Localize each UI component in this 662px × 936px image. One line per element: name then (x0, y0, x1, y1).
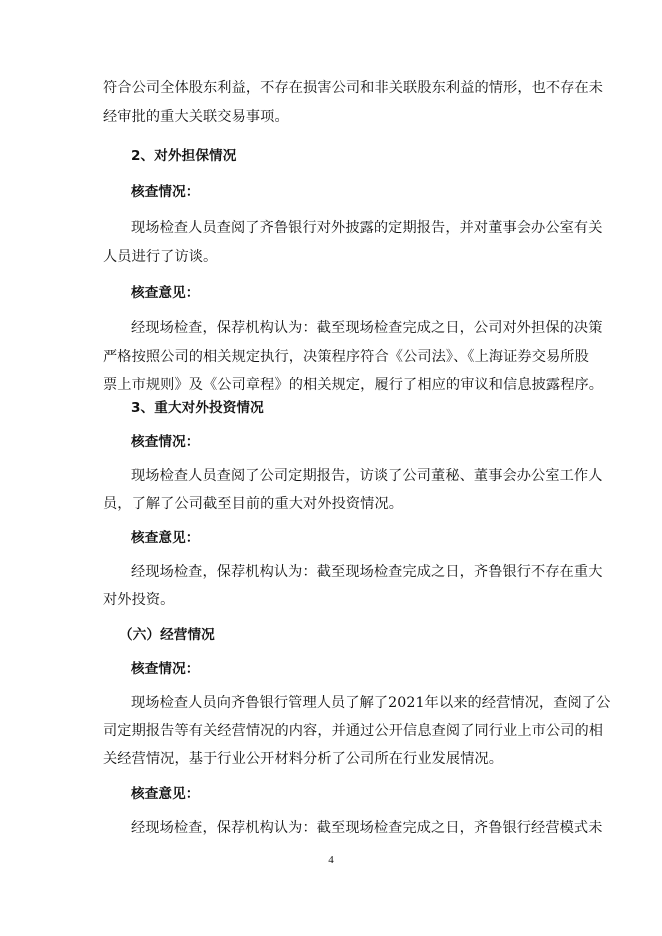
paragraph-line: 人员进行了访谈。 (103, 249, 218, 265)
paragraph-line: 严格按照公司的相关规定执行，决策程序符合《公司法》、《上海证券交易所股 (103, 349, 589, 365)
paragraph-line: 司定期报告等有关经营情况的内容，并通过公开信息查阅了同行业上市公司的相 (103, 723, 604, 739)
section-heading-external-guarantee: 2、对外担保情况 (131, 148, 237, 164)
subheading-check-status: 核查情况： (131, 184, 200, 200)
paragraph-line: 经现场检查，保荐机构认为：截至现场检查完成之日，公司对外担保的决策 (131, 320, 603, 336)
paragraph-line: 员，了解了公司截至目前的重大对外投资情况。 (103, 496, 404, 512)
subheading-check-status: 核查情况： (131, 434, 200, 450)
paragraph-line: 关经营情况，基于行业公开材料分析了公司所在行业发展情况。 (103, 751, 504, 767)
subheading-check-opinion: 核查意见： (131, 786, 200, 802)
section-heading-operations: （六）经营情况 (119, 627, 215, 643)
paragraph-line: 现场检查人员查阅了公司定期报告，访谈了公司董秘、董事会办公室工作人 (131, 468, 603, 484)
paragraph-line: 现场检查人员向齐鲁银行管理人员了解了2021年以来的经营情况，查阅了公 (131, 695, 611, 711)
paragraph-line: 对外投资。 (103, 592, 175, 608)
section-heading-major-investment: 3、重大对外投资情况 (131, 400, 264, 416)
paragraph-line: 经现场检查，保荐机构认为：截至现场检查完成之日，齐鲁银行经营模式未 (131, 820, 603, 836)
paragraph-line: 票上市规则》及《公司章程》的相关规定，履行了相应的审议和信息披露程序。 (103, 377, 604, 393)
paragraph-line: 现场检查人员查阅了齐鲁银行对外披露的定期报告，并对董事会办公室有关 (131, 220, 603, 236)
subheading-check-opinion: 核查意见： (131, 285, 200, 301)
subheading-check-opinion: 核查意见： (131, 530, 200, 546)
page-number: 4 (328, 854, 334, 866)
paragraph-line: 符合公司全体股东利益，不存在损害公司和非关联股东利益的情形，也不存在未 (103, 80, 604, 96)
subheading-check-status: 核查情况： (131, 661, 200, 677)
paragraph-line: 经审批的重大关联交易事项。 (103, 109, 289, 125)
paragraph-line: 经现场检查，保荐机构认为：截至现场检查完成之日，齐鲁银行不存在重大 (131, 564, 603, 580)
